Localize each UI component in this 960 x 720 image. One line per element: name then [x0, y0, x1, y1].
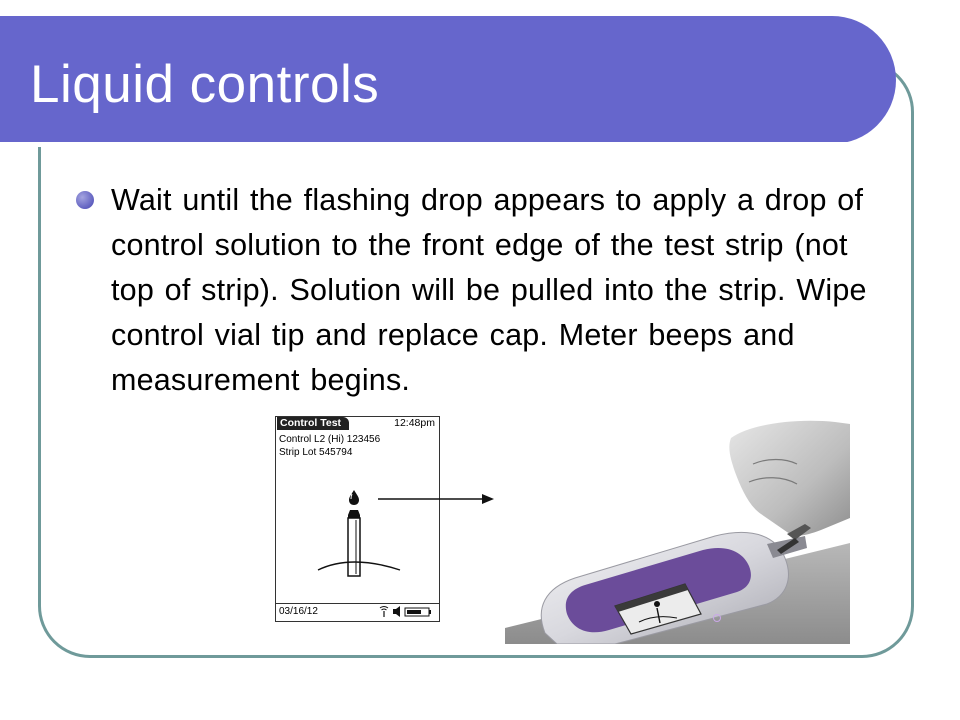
screen-footer [276, 603, 439, 621]
screen-header [276, 417, 439, 432]
control-level-line: Control L2 (Hi) 123456 [279, 434, 381, 445]
bullet-dot-icon [76, 191, 94, 209]
title-underline [0, 142, 848, 147]
status-icons [378, 605, 436, 618]
bullet-item [74, 178, 874, 403]
wireless-icon [380, 607, 388, 618]
meter-device-photo [505, 418, 850, 644]
bullet-text: Wait until the flashing drop appears to apply a drop of control solution to the front edge of the test strip (not top of strip). Solution will be pulled into the strip. Wipe control vial tip and replace cap. Meter beeps and measurement begins. [111, 183, 867, 397]
test-strip-drop-graphic [276, 462, 438, 602]
screen-tab: Control Test [277, 417, 349, 430]
pointer-arrow-icon [376, 488, 500, 510]
screen-time: 12:48pm [394, 417, 435, 429]
strip-lot-line: Strip Lot 545794 [279, 447, 353, 458]
slide-title: Liquid controls [30, 55, 380, 114]
bullet-list [74, 178, 874, 403]
title-bar [0, 16, 896, 144]
battery-icon [405, 608, 431, 616]
screen-date: 03/16/12 [279, 606, 318, 617]
meter-screen-illustration [275, 416, 440, 622]
sound-icon [393, 606, 400, 617]
